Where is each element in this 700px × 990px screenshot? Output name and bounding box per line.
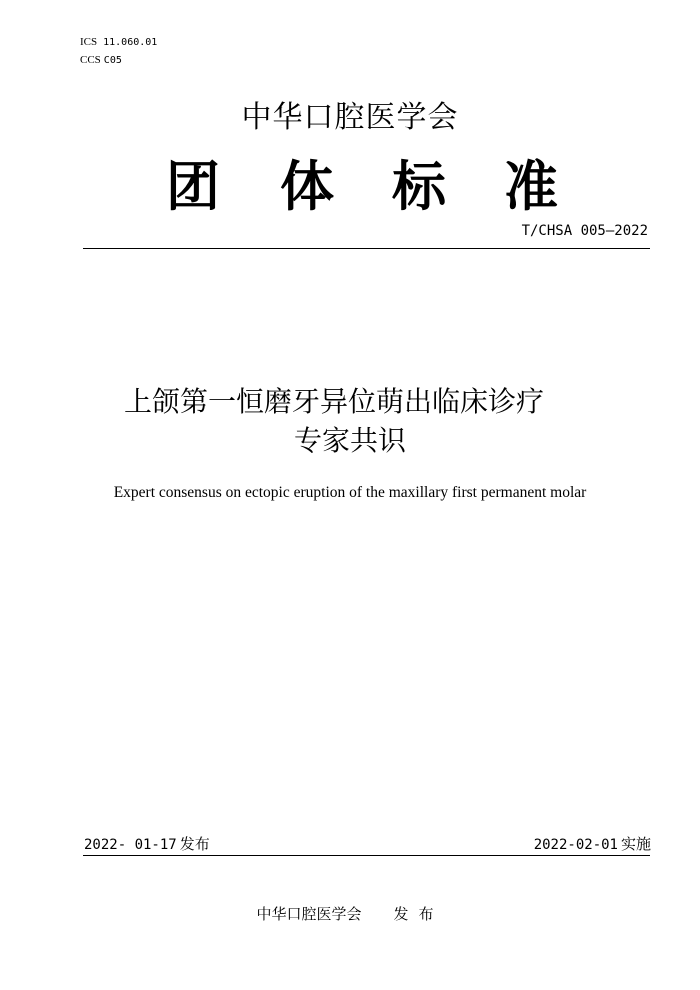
document-title-line-1: 上颌第一恒磨牙异位萌出临床诊疗 — [123, 385, 544, 418]
implement-date — [534, 834, 651, 855]
standard-type-char: 标 — [392, 155, 446, 218]
standard-number: T/CHSA 005—2022 — [521, 223, 648, 239]
publisher-action: 发布 — [393, 905, 444, 923]
ccs-code — [80, 53, 122, 68]
document-title-line-2: 专家共识 — [293, 424, 406, 457]
english-title: Expert consensus on ectopic eruption of the maxillary first permanent molar — [113, 484, 587, 501]
implement-date-value: 2022-02-01 — [533, 837, 618, 853]
publisher — [0, 904, 700, 924]
publisher-name: 中华口腔医学会 — [256, 905, 362, 923]
ccs-label: CCS — [80, 54, 101, 66]
publish-date-value: 2022- 01-17 — [84, 837, 177, 853]
ics-label: ICS — [80, 36, 98, 48]
ics-code — [80, 35, 157, 50]
implement-date-label: 实施 — [620, 835, 651, 853]
top-divider — [83, 248, 650, 249]
ccs-value: C05 — [103, 55, 122, 66]
publish-date — [84, 834, 210, 855]
standard-type-char: 体 — [280, 155, 334, 218]
publish-date-label: 发布 — [179, 835, 210, 853]
standard-type-char: 团 — [166, 155, 220, 218]
standard-type-char: 准 — [504, 155, 558, 218]
ics-value: 11.060.01 — [103, 37, 158, 48]
organization-name: 中华口腔医学会 — [241, 100, 459, 135]
bottom-divider — [83, 855, 650, 856]
standard-type — [166, 152, 566, 222]
